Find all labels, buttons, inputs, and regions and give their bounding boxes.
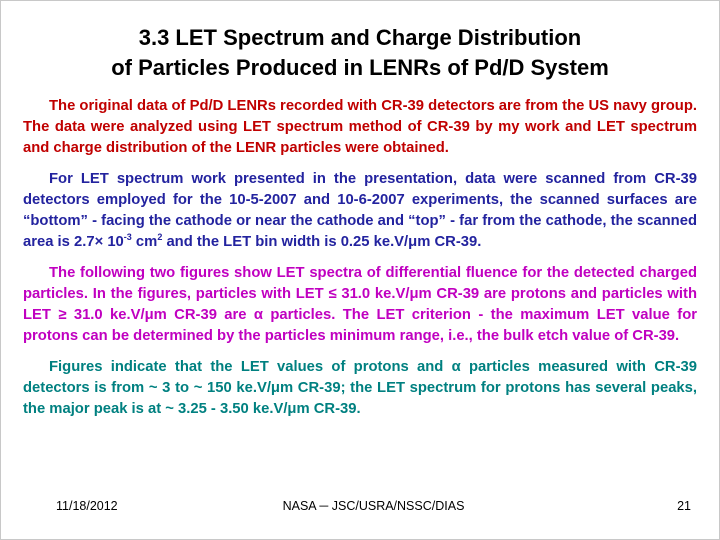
footer-organization: NASA ─ JSC/USRA/NSSC/DIAS xyxy=(282,499,465,513)
paragraph-original-data: The original data of Pd/D LENRs recorded with CR-39 detectors are from the US navy group. The data were analyzed using LET spectrum method of CR-39 by my work and LET spectrum and charge distribution of the LENR particles were obtained. xyxy=(23,98,697,157)
slide-title-line-1: 3.3 LET Spectrum and Charge Distribution xyxy=(138,25,582,50)
paragraph-let-scan-details xyxy=(23,169,697,253)
slide-title xyxy=(31,23,689,82)
p2-superscript-exponent: -3 xyxy=(123,232,132,243)
slide-footer xyxy=(1,499,719,513)
footer-page-number: 21 xyxy=(677,499,692,513)
paragraph-figures-description: The following two figures show LET spectra of differential fluence for the detected charged particles. In the figures, particles with LET ≤ 31.0 ke.V/μm CR-39 are protons and particles with LET ≥ 31.0 ke.V/μm CR-39 are α particles. The LET criterion - the maximum LET value for protons can be determined by the particles minimum range, i.e., the bulk etch value of CR-39. xyxy=(23,265,697,345)
p2-segment-1: For LET spectrum work presented in the presentation, data were scanned from CR-39 detectors employed for the 10-5-2007 and 10-6-2007 experiments, the scanned surfaces are “bottom” - facing the cathode or near the cathode and “top” - far from the cathode, the scanned area is 2.7× 10 xyxy=(23,171,697,251)
p2-segment-3: and the LET bin width is 0.25 ke.V/μm CR-39. xyxy=(162,234,482,251)
footer-date: 11/18/2012 xyxy=(56,499,118,513)
slide-title-line-2: of Particles Produced in LENRs of Pd/D System xyxy=(111,54,609,80)
paragraph-figures-results: Figures indicate that the LET values of protons and α particles measured with CR-39 detectors is from ~ 3 to ~ 150 ke.V/μm CR-39; the LET spectrum for protons has several peaks, the major peak is at ~ 3.25 - 3.50 ke.V/μm CR-39. xyxy=(23,359,697,418)
p2-segment-2: cm xyxy=(131,234,158,251)
slide-body xyxy=(23,96,697,420)
p2-superscript-squared: 2 xyxy=(157,232,163,243)
